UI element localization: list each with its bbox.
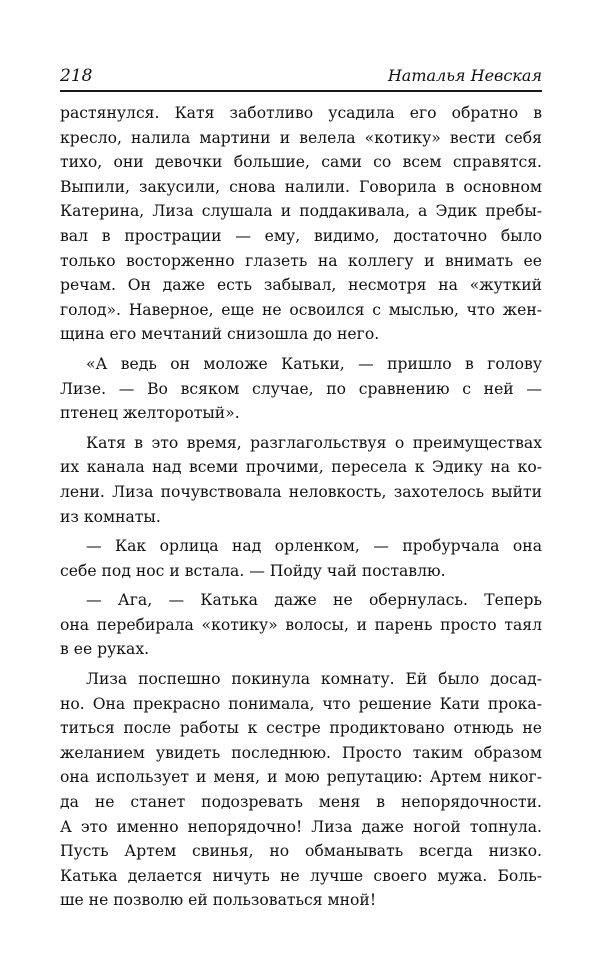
text-line: ше не позволю ей пользоваться мной! bbox=[60, 891, 377, 910]
text-line: но. Она прекрасно понимала, что решение Кати прока- bbox=[60, 694, 542, 713]
page-header bbox=[60, 64, 542, 92]
paragraph bbox=[60, 667, 542, 913]
text-line: растянулся. Катя заботливо усадила его обратно в bbox=[60, 104, 542, 122]
text-line: — Как орлица над орленком, — пробурчала она bbox=[86, 537, 542, 556]
text-line: Катя в это время, разглагольствуя о преимуществах bbox=[86, 433, 542, 452]
text-line: Катерина, Лиза слушала и поддакивала, а Эдик пребы- bbox=[60, 202, 542, 221]
page-number: 218 bbox=[60, 66, 93, 86]
text-line: желанием увидеть последнюю. Просто таким образом bbox=[60, 743, 542, 762]
text-line: только восторженно глазеть на коллегу и внимать ее bbox=[60, 251, 542, 270]
text-line: Выпили, закусили, снова налили. Говорила в основном bbox=[60, 177, 542, 196]
text-line: из комнаты. bbox=[60, 507, 161, 526]
text-line: Катька делается ничуть не лучше своего мужа. Боль- bbox=[60, 866, 542, 885]
text-line: голод». Наверное, еще не освоился с мыслью, что жен- bbox=[60, 300, 542, 319]
paragraph bbox=[60, 431, 542, 529]
text-line: речам. Он даже есть забывал, несмотря на «жуткий bbox=[60, 276, 542, 295]
text-line: в ее руках. bbox=[60, 640, 150, 659]
text-line: А это именно непорядочно! Лиза даже ногой топнула. bbox=[60, 817, 542, 836]
body-text bbox=[60, 101, 542, 918]
text-line: Пусть Артем свинья, но обманывать всегда низко. bbox=[60, 842, 542, 861]
text-line: она использует и меня, и мою репутацию: Артем никог- bbox=[60, 768, 542, 787]
text-line: их канала над всеми прочими, пересела к Эдику на ко- bbox=[60, 458, 542, 477]
text-line: — Ага, — Катька даже не обернулась. Теперь bbox=[86, 591, 542, 610]
text-line: Лизе. — Во всяком случае, по сравнению с ней — bbox=[60, 379, 542, 398]
text-line: вал в прострации — ему, видимо, достаточно было bbox=[60, 226, 542, 245]
paragraph bbox=[60, 101, 542, 347]
text-line: она перебирала «котику» волосы, и парень просто таял bbox=[60, 615, 542, 634]
paragraph bbox=[60, 352, 542, 426]
text-line: «А ведь он моложе Катьки, — пришло в голову bbox=[86, 354, 542, 373]
text-line: птенец желторотый». bbox=[60, 404, 240, 423]
text-line: щина его мечтаний снизошла до него. bbox=[60, 325, 380, 344]
text-line: титься после работы к сестре продиктовано отнюдь не bbox=[60, 719, 542, 738]
text-line: себе под нос и встала. — Пойду чай поставлю. bbox=[60, 561, 446, 580]
text-line: Лиза поспешно покинула комнату. Ей было досад- bbox=[86, 670, 542, 689]
text-line: тихо, они девочки большие, сами со всем справятся. bbox=[60, 153, 542, 172]
paragraph bbox=[60, 534, 542, 583]
text-line: лени. Лиза почувствовала неловкость, захотелось выйти bbox=[60, 482, 542, 501]
running-head: Наталья Невская bbox=[387, 66, 542, 85]
paragraph bbox=[60, 588, 542, 662]
text-line: да не станет подозревать меня в непорядочности. bbox=[60, 793, 542, 812]
text-line: кресло, налила мартини и велела «котику» вести себя bbox=[60, 128, 542, 147]
